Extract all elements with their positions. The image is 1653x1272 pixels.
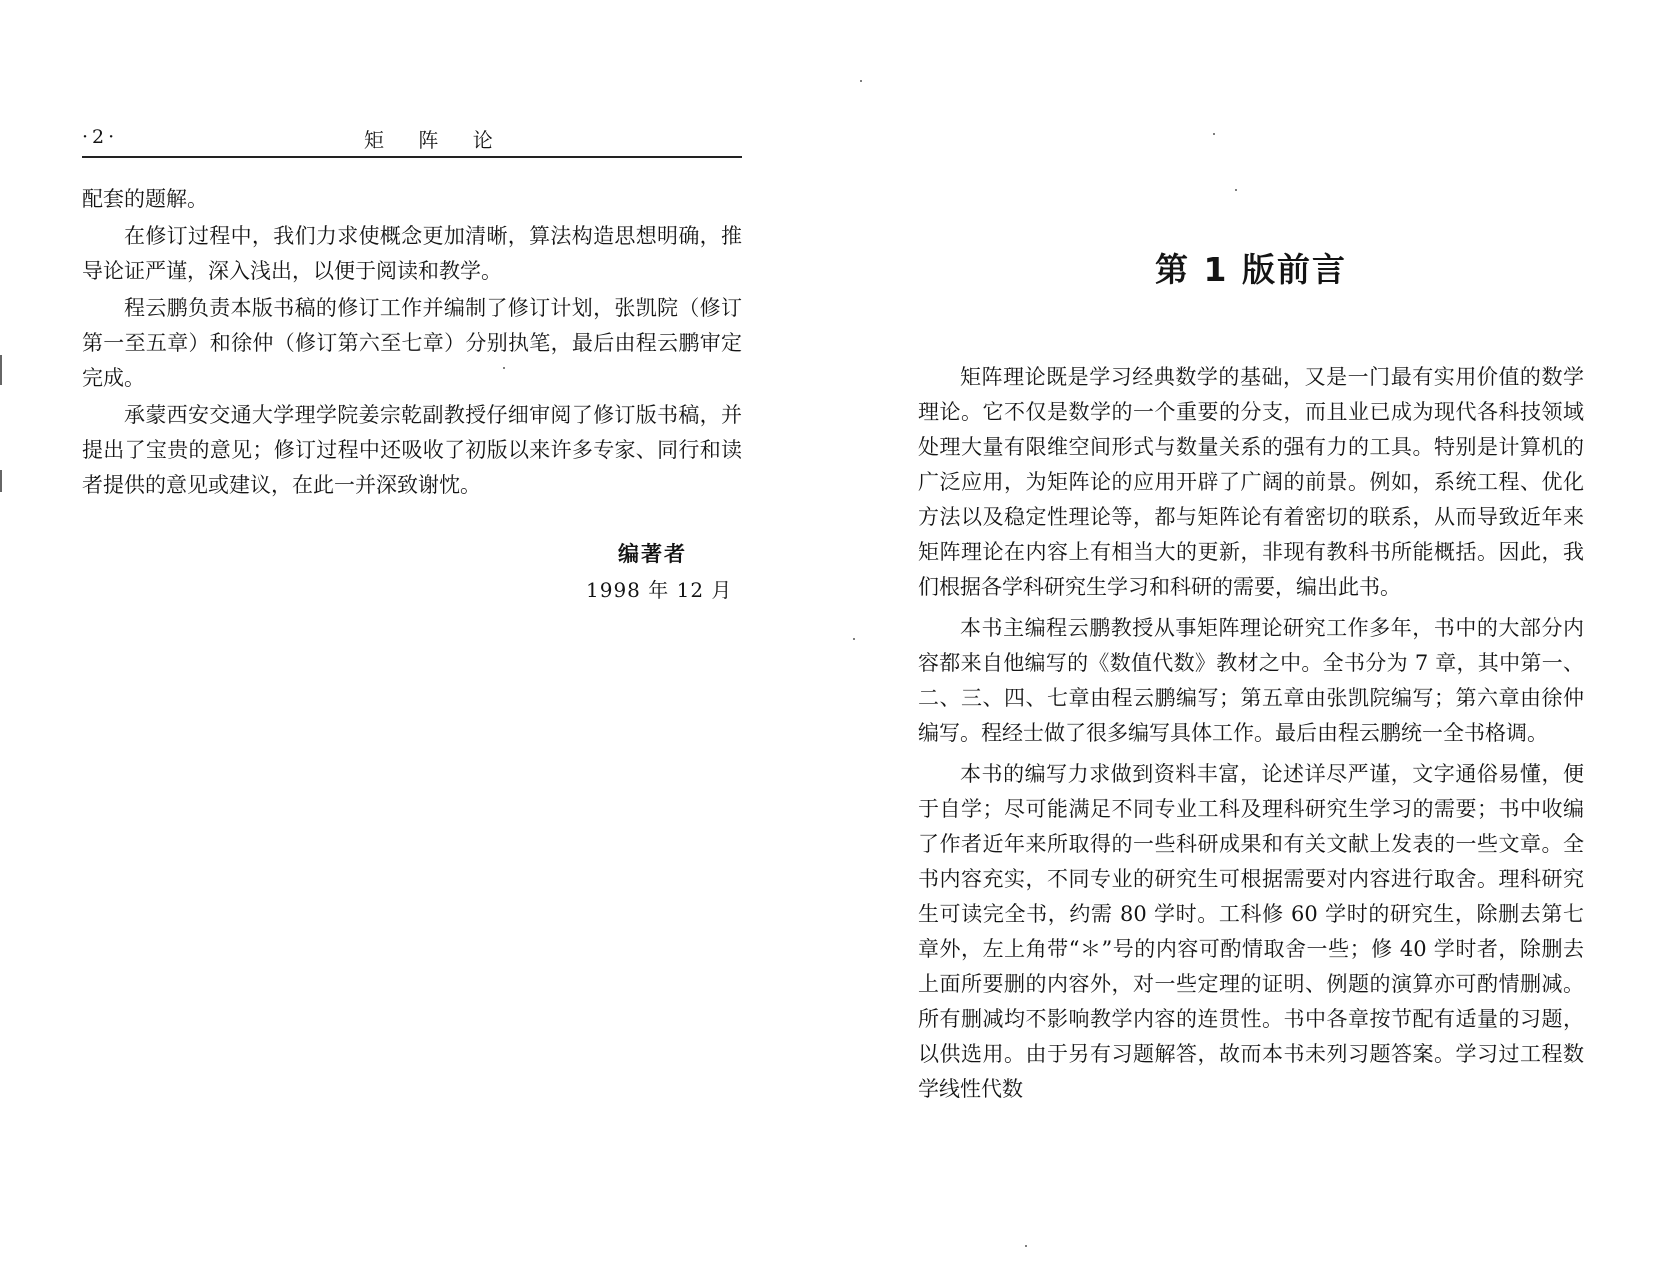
running-head: [82, 122, 742, 154]
book-title: 矩 阵 论: [364, 128, 507, 152]
scan-speck: [853, 638, 855, 640]
scan-speck: [1235, 189, 1237, 191]
paragraph: 矩阵理论既是学习经典数学的基础，又是一门最有实用价值的数学理论。它不仅是数学的一个重要的分支，而且业已成为现代各科技领域处理大量有限维空间形式与数量关系的强有力的工具。特别是计算机的广泛应用，为矩阵论的应用开辟了广阔的前景。例如，系统工程、优化方法以及稳定性理论等，都与矩阵论有着密切的联系，从而导致近年来矩阵理论在内容上有相当大的更新，非现有教科书所能概括。因此，我们根据各学科研究生学习和科研的需要，编出此书。: [918, 365, 1584, 599]
header-rule: [82, 156, 742, 158]
scan-speck: [1025, 1245, 1027, 1247]
paragraph: 承蒙西安交通大学理学院姜宗乾副教授仔细审阅了修订版书稿，并提出了宝贵的意见；修订过程中还吸收了初版以来许多专家、同行和读者提供的意见或建议，在此一并深致谢忱。: [82, 403, 742, 497]
author-signature: 编著者: [618, 541, 687, 566]
paragraph: 配套的题解。: [82, 187, 208, 211]
preface-date: 1998 年 12 月: [586, 578, 733, 602]
paragraph: 本书主编程云鹏教授从事矩阵理论研究工作多年，书中的大部分内容都来自他编写的《数值代数》教材之中。全书分为 7 章，其中第一、二、三、四、七章由程云鹏编写；第五章由张凯院编写；第六章由徐仲编写。程经士做了很多编写具体工作。最后由程云鹏统一全书格调。: [918, 616, 1584, 745]
page-number: ·2·: [82, 126, 119, 148]
scan-speck: [1213, 133, 1215, 135]
paragraph: 在修订过程中，我们力求使概念更加清晰，算法构造思想明确，推导论证严谨，深入浅出，以便于阅读和教学。: [82, 224, 742, 283]
right-page-body: [918, 360, 1584, 1113]
paragraph: 本书的编写力求做到资料丰富，论述详尽严谨，文字通俗易懂，便于自学；尽可能满足不同专业工科及理科研究生学习的需要；书中收编了作者近年来所取得的一些科研成果和有关文献上发表的一些文章。全书内容充实，不同专业的研究生可根据需要对内容进行取舍。理科研究生可读完全书，约需 80 学时。工科修 60 学时的研究生，除删去第七章外，左上角带“＊”号的内容可酌情取舍一些；修 40 学时者，除删去上面所要删的内容外，对一些定理的证明、例题的演算亦可酌情删减。所有删减均不影响教学内容的连贯性。书中各章按节配有适量的习题，以供选用。由于另有习题解答，故而本书未列习题答案。学习过工程数学线性代数: [918, 762, 1584, 1101]
scan-speck: [860, 80, 862, 82]
chapter-title: 第 1 版前言: [1155, 250, 1347, 289]
scan-edge-mark: [0, 470, 2, 492]
left-page-body: [82, 182, 742, 505]
paragraph: 程云鹏负责本版书稿的修订工作并编制了修订计划，张凯院（修订第一至五章）和徐仲（修订第六至七章）分别执笔，最后由程云鹏审定完成。: [82, 296, 742, 390]
scan-edge-mark: [0, 355, 2, 385]
